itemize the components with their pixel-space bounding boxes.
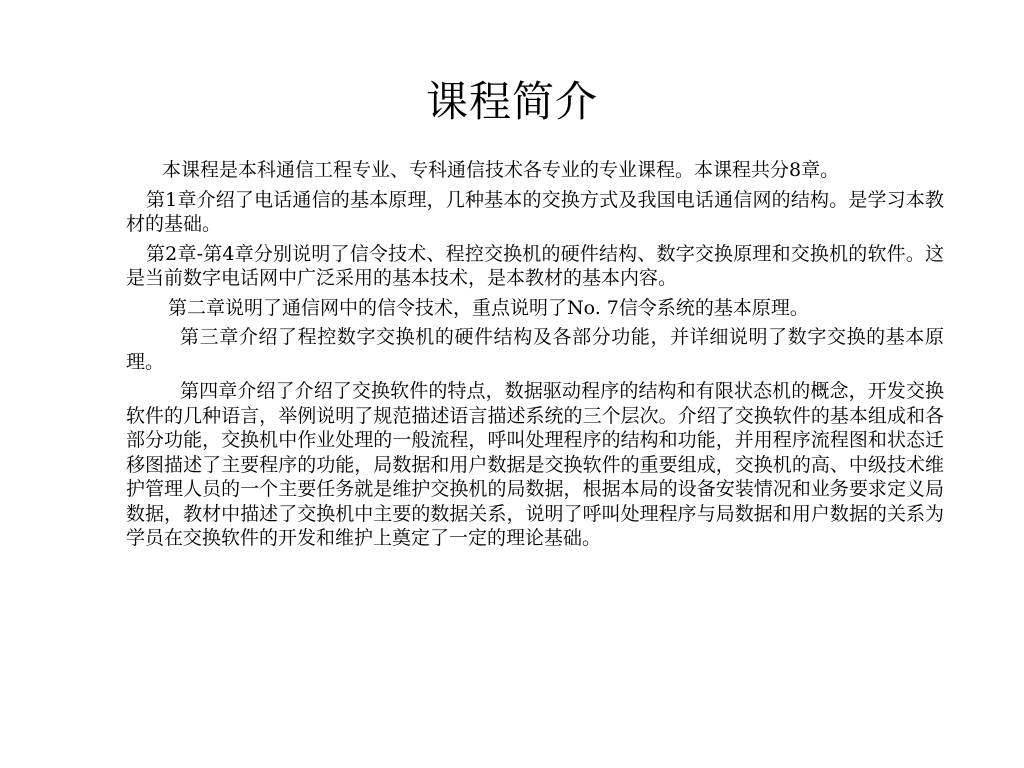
slide-title: 课程简介 [425, 77, 598, 126]
paragraph-chapter-4: 第四章介绍了介绍了交换软件的特点，数据驱动程序的结构和有限状态机的概念，开发交换软件的几种语言，举例说明了规范描述语言描述系统的三个层次。介绍了交换软件的基本组成和各部分功能，交换机中作业处理的一般流程，呼叫处理程序的结构和功能，并用程序流程图和状态迁移图描述了主要程序的功能，局数据和用户数据是交换软件的重要组成，交换机的高、中级技术维护管理人员的一个主要任务就是维护交换机的局数据，根据本局的设备安装情况和业务要求定义局数据，教材中描述了交换机中主要的数据关系，说明了呼叫处理程序与局数据和用户数据的关系为学员在交换软件的开发和维护上奠定了一定的理论基础。 [126, 380, 944, 549]
paragraph-chapter-1: 第1章介绍了电话通信的基本原理，几种基本的交换方式及我国电话通信网的结构。是学习本教材的基础。 [126, 188, 944, 235]
slide-body [126, 158, 944, 556]
paragraph-chapter-2: 第二章说明了通信网中的信令技术，重点说明了No. 7信令系统的基本原理。 [168, 296, 809, 319]
paragraph-chapters-2-4: 第2章-第4章分别说明了信令技术、程控交换机的硬件结构、数字交换原理和交换机的软件。这是当前数字电话网中广泛采用的基本技术，是本教材的基本内容。 [126, 242, 944, 289]
paragraph-course-overview: 本课程是本科通信工程专业、专科通信技术各专业的专业课程。本课程共分8章。 [162, 159, 840, 181]
paragraph-chapter-3: 第三章介绍了程控数字交换机的硬件结构及各部分功能，并详细说明了数字交换的基本原理。 [126, 326, 944, 373]
